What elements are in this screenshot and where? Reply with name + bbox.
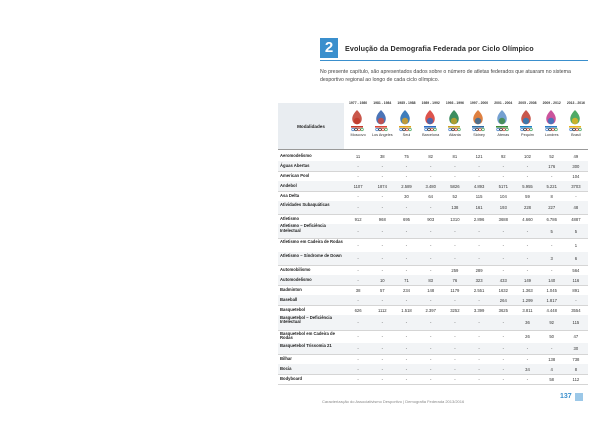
table-cell: -	[502, 173, 504, 179]
table-cell: -	[502, 267, 504, 273]
table-cell: -	[478, 163, 480, 169]
table-cell: 259	[451, 267, 459, 273]
host-city: Moscovo	[350, 133, 366, 137]
cycle-header: 1993 - 1996	[445, 101, 464, 105]
table-cell: -	[357, 297, 359, 303]
table-cell: -	[478, 320, 480, 325]
table-cell: 11	[355, 153, 361, 159]
cycle-header: 2013 - 2016	[566, 101, 585, 105]
table-cell: 4.893	[473, 183, 485, 189]
table-cell: 1	[574, 242, 578, 248]
table-cell: -	[526, 267, 529, 273]
table-cell: 116	[572, 277, 580, 283]
row-label: American Pool	[280, 172, 310, 178]
table-cell: 92	[549, 320, 555, 325]
table-cell: -	[405, 346, 408, 351]
table-cell: -	[478, 356, 480, 362]
table-cell: -	[550, 267, 553, 273]
table-cell: -	[381, 366, 383, 372]
table-cell: 289	[475, 267, 483, 273]
row-label: Basquetebol – Deficiência Intelectual	[280, 314, 332, 325]
table-cell: -	[405, 267, 408, 273]
host-city: Atenas	[497, 133, 510, 137]
table-cell: -	[405, 366, 408, 372]
page-marker	[575, 393, 583, 401]
table-cell: -	[357, 366, 359, 372]
table-cell: 3.811	[522, 307, 533, 313]
table-cell: 34	[525, 366, 530, 372]
table-cell: -	[405, 256, 408, 261]
table-cell: -	[429, 334, 432, 339]
row-label: Automodelismo	[280, 276, 312, 282]
table-cell: 564	[572, 267, 580, 273]
table-cell: 903	[427, 216, 435, 222]
table-cell: 5826	[450, 183, 460, 189]
host-city: Londres	[544, 133, 559, 137]
host-city: Seul	[402, 133, 411, 137]
table-cell: -	[478, 173, 480, 179]
table-cell: 138	[548, 356, 556, 362]
table-cell: -	[381, 320, 383, 325]
table-cell: 176	[548, 163, 556, 169]
cycle-header: 1997 - 2000	[470, 101, 489, 105]
table-cell: -	[502, 228, 504, 234]
table-cell: -	[502, 346, 504, 351]
table-cell: -	[357, 356, 359, 362]
table-cell: -	[381, 267, 383, 273]
table-cell: 1.299	[522, 297, 533, 303]
row-label: Basquetebol Trissomia 21	[280, 342, 332, 348]
table-cell: 52	[452, 193, 458, 199]
table-cell: 102	[524, 153, 531, 159]
row-label: Águas Abertas	[280, 162, 310, 168]
table-cell: 138	[451, 205, 459, 210]
table-cell: 3.399	[473, 307, 485, 313]
sydney-2000-logo	[468, 108, 488, 132]
table-cell: -	[502, 320, 504, 325]
table-cell: 5.955	[522, 183, 533, 189]
cycle-header: 1989 - 1992	[421, 101, 440, 105]
table-cell: -	[429, 242, 432, 248]
table-cell: 912	[354, 216, 362, 222]
table-row	[278, 330, 588, 344]
table-cell: -	[478, 256, 480, 261]
table-cell: 4.448	[546, 307, 557, 313]
table-cell: 264	[499, 297, 507, 303]
los-angeles-1984-logo	[371, 108, 391, 132]
table-cell: 52	[549, 153, 555, 159]
cycle-header-row	[344, 100, 588, 106]
chapter-title: Evolução da Demografia Federada por Ciclo Olímpico	[345, 44, 534, 53]
row-label: Basquetebol	[280, 306, 306, 312]
row-label: Atividades Subaquáticas	[280, 201, 330, 207]
table-cell: 148	[427, 287, 435, 293]
athens-2004-logo	[492, 108, 512, 132]
table-cell: -	[381, 242, 383, 248]
table-cell: 228	[524, 205, 531, 210]
table-cell: 30	[573, 346, 579, 351]
table-cell: -	[502, 356, 504, 362]
table-cell: 71	[404, 277, 409, 283]
table-cell: -	[454, 228, 456, 234]
table-cell: -	[405, 334, 408, 339]
table-cell: -	[454, 356, 456, 362]
row-label: Aeromodelismo	[280, 152, 312, 158]
table-cell: 3688	[498, 216, 508, 222]
seoul-1988-logo	[395, 108, 415, 132]
table-cell: 3.480	[425, 183, 436, 189]
table-cell: 4	[550, 366, 553, 372]
host-city: Brasil	[571, 133, 581, 137]
table-cell: -	[357, 267, 359, 273]
table-row	[278, 374, 588, 385]
table-cell: -	[429, 356, 432, 362]
table-cell: -	[454, 163, 456, 169]
table-row	[278, 224, 588, 239]
table-cell: -	[526, 356, 529, 362]
table-cell: -	[429, 346, 432, 351]
table-cell: 3703	[571, 183, 581, 189]
table-cell: -	[357, 242, 359, 248]
table-cell: 1.363	[522, 287, 533, 293]
barcelona-1992-logo	[420, 108, 440, 132]
page-number: 137	[560, 393, 572, 400]
table-cell: -	[454, 242, 456, 248]
table-cell: 234	[403, 287, 410, 293]
table-cell: -	[357, 334, 359, 339]
table-cell: -	[357, 277, 359, 283]
table-row	[278, 252, 588, 266]
table-cell: 433	[499, 277, 507, 283]
table-cell: 121	[475, 153, 483, 159]
table-cell: 4887	[571, 216, 581, 222]
host-city: Atlanta	[448, 133, 461, 137]
table-cell: -	[502, 256, 504, 261]
table-cell: 1179	[450, 287, 460, 293]
table-cell: -	[502, 334, 504, 339]
table-cell: -	[454, 256, 456, 261]
table-cell: -	[405, 297, 408, 303]
table-cell: -	[550, 173, 553, 179]
table-cell: -	[502, 376, 504, 382]
table-cell: -	[454, 173, 456, 179]
table-cell: -	[429, 163, 432, 169]
table-cell: -	[478, 334, 480, 339]
table-cell: -	[454, 346, 456, 351]
table-cell: -	[502, 163, 504, 169]
table-cell: -	[429, 267, 432, 273]
table-cell: 193	[499, 205, 507, 210]
table-cell: -	[478, 242, 480, 248]
table-cell: 104	[572, 173, 580, 179]
table-cell: -	[405, 356, 408, 362]
table-cell: 57	[379, 287, 385, 293]
table-cell: 115	[475, 193, 483, 199]
table-cell: 968	[378, 216, 386, 222]
table-cell: -	[575, 193, 577, 199]
table-cell: -	[429, 173, 432, 179]
host-city: Los Angeles	[371, 133, 393, 137]
table-cell: -	[381, 193, 383, 199]
table-cell: -	[357, 205, 359, 210]
footer-text: Caracterização do Associativismo Desportivo | Demografia Federada 2013/2016	[322, 399, 465, 404]
table-cell: 26	[525, 334, 530, 339]
table-cell: 83	[428, 277, 434, 283]
table-cell: -	[526, 163, 529, 169]
table-cell: -	[526, 242, 529, 248]
table-cell: -	[405, 173, 408, 179]
row-label: Bilhar	[280, 355, 292, 361]
table-cell: -	[454, 334, 456, 339]
table-cell: -	[526, 228, 529, 234]
row-label: Basquetebol em Cadeira de Rodas	[280, 330, 335, 341]
table-cell: 5	[574, 228, 578, 234]
table-cell: 695	[403, 216, 410, 222]
row-label: Asa Delta	[280, 192, 300, 198]
table-cell: 1.518	[401, 307, 412, 313]
row-label: Baseball	[280, 296, 298, 302]
table-cell: 64	[428, 193, 434, 199]
table-cell: -	[429, 297, 432, 303]
table-cell: -	[405, 163, 408, 169]
table-cell: -	[381, 334, 383, 339]
table-cell: 81	[452, 153, 458, 159]
table-cell: -	[478, 228, 480, 234]
table-cell: -	[429, 228, 432, 234]
table-cell: 115	[572, 320, 580, 325]
table-cell: -	[357, 346, 359, 351]
table-cell: 58	[549, 376, 555, 382]
row-label: Bocia	[280, 365, 292, 371]
cycle-header: 2001 - 2004	[494, 101, 513, 105]
table-cell: 30	[404, 193, 409, 199]
table-cell: -	[454, 297, 456, 303]
table-cell: -	[381, 256, 383, 261]
table-cell: 49	[573, 153, 579, 159]
table-cell: 47	[573, 334, 579, 339]
table-cell: 50	[549, 334, 555, 339]
table-row	[278, 315, 588, 331]
table-cell: 1874	[377, 183, 387, 189]
table-cell: -	[526, 346, 529, 351]
table-cell: -	[478, 366, 480, 372]
moscow-1980-logo	[347, 108, 367, 132]
table-cell: -	[381, 173, 383, 179]
host-city: Barcelona	[422, 133, 440, 137]
atlanta-1996-logo	[444, 108, 464, 132]
table-cell: -	[381, 346, 383, 351]
table-cell: 161	[475, 205, 483, 210]
table-cell: 3252	[450, 307, 460, 313]
table-cell: 149	[524, 277, 531, 283]
table-cell: 6	[574, 256, 578, 261]
table-cell: -	[429, 256, 432, 261]
table-cell: -	[381, 376, 383, 382]
table-cell: -	[478, 346, 480, 351]
table-cell: -	[429, 320, 432, 325]
table-cell: 38	[379, 153, 385, 159]
row-label: Badminton	[280, 286, 302, 292]
table-cell: 626	[354, 307, 362, 313]
table-cell: 10	[379, 277, 385, 283]
table-cell: -	[454, 366, 456, 372]
table-cell: 2.551	[473, 287, 485, 293]
table-cell: -	[405, 242, 408, 248]
table-cell: 300	[572, 163, 580, 169]
table-cell: -	[357, 193, 359, 199]
row-label: Atletismo	[280, 215, 300, 221]
intro-paragraph: No presente capítulo, são apresentados dados sobre o número de atletas federados que atuaram no sistema desportivo regional ao longo de cada ciclo olímpico.	[320, 69, 571, 83]
table-cell: -	[454, 376, 456, 382]
cycle-header: 1977 - 1980	[349, 101, 368, 105]
table-cell: -	[405, 376, 408, 382]
table-cell: 112	[572, 376, 580, 382]
table-cell: -	[405, 320, 408, 325]
table-cell: -	[478, 376, 480, 382]
table-cell: -	[381, 163, 383, 169]
row-label: Bodyboard	[280, 375, 303, 381]
table-cell: -	[357, 320, 359, 325]
row-label: Atletismo – Deficiência Intelectual	[280, 223, 326, 233]
modalidades-header: Modalidades	[278, 103, 344, 149]
table-cell: 140	[548, 277, 556, 283]
rio-2016-logo	[565, 108, 585, 132]
table-cell: 92	[500, 153, 506, 159]
table-cell: -	[478, 297, 480, 303]
table-cell: -	[575, 297, 577, 303]
chapter-number: 2	[320, 38, 338, 58]
table-cell: -	[357, 376, 359, 382]
table-cell: 1112	[377, 307, 387, 313]
header-divider	[278, 149, 588, 150]
table-cell: -	[429, 366, 432, 372]
table-cell: 104	[499, 193, 507, 199]
table-cell: 59	[525, 193, 530, 199]
table-row	[278, 238, 588, 253]
table-cell: 2.589	[401, 183, 412, 189]
host-city: Pequim	[521, 133, 534, 137]
table-cell: 38	[355, 287, 361, 293]
table-cell: -	[357, 173, 359, 179]
table-cell: 82	[428, 153, 434, 159]
chapter-divider	[320, 60, 588, 61]
table-cell: 8	[574, 366, 578, 372]
table-cell: 3625	[498, 307, 508, 313]
row-label: Andebol	[280, 182, 297, 188]
row-label: Automobilismo	[280, 266, 311, 272]
row-label: Atletismo – Síndrome de Down	[280, 252, 342, 258]
table-cell: 738	[572, 356, 580, 362]
table-cell: -	[405, 205, 408, 210]
table-cell: -	[454, 320, 456, 325]
table-cell: -	[502, 366, 504, 372]
table-cell: -	[357, 228, 359, 234]
table-cell: 2.397	[425, 307, 436, 313]
table-cell: 2.896	[473, 216, 485, 222]
table-cell: 5171	[498, 183, 508, 189]
table-cell: 48	[573, 205, 579, 210]
host-city: Sidney	[473, 133, 485, 137]
table-cell: -	[429, 376, 432, 382]
table-cell: 1.817	[546, 297, 557, 303]
table-cell: 5.221	[546, 183, 557, 189]
table-cell: 1632	[498, 287, 508, 293]
table-cell: -	[357, 256, 359, 261]
table-cell: -	[502, 242, 504, 248]
table-cell: -	[381, 205, 383, 210]
table-cell: -	[526, 376, 529, 382]
cycle-header: 1985 - 1988	[397, 101, 416, 105]
table-cell: 36	[525, 320, 530, 325]
table-cell: 1.045	[546, 287, 557, 293]
cycle-header: 2005 - 2008	[518, 101, 537, 105]
table-cell: -	[550, 242, 553, 248]
table-cell: -	[381, 356, 383, 362]
cycle-header: 1981 - 1984	[373, 101, 392, 105]
table-cell: 1107	[353, 183, 363, 189]
table-cell: -	[381, 297, 383, 303]
table-cell: -	[526, 173, 529, 179]
table-cell: 891	[572, 287, 580, 293]
row-label: Atletismo em Cadeira de Rodas	[280, 239, 343, 245]
table-cell: 4.660	[522, 216, 533, 222]
table-cell: 227	[548, 205, 556, 210]
table-cell: 3554	[571, 307, 581, 313]
table-cell: -	[526, 256, 529, 261]
table-cell: -	[550, 346, 553, 351]
table-cell: -	[381, 228, 383, 234]
table-cell: 76	[452, 277, 458, 283]
table-cell: 1310	[450, 216, 460, 222]
cycle-header: 2009 - 2012	[542, 101, 561, 105]
table-cell: 3	[550, 256, 553, 261]
table-cell: -	[405, 228, 408, 234]
beijing-2008-logo	[516, 108, 536, 132]
table-cell: 8	[550, 193, 553, 199]
london-2012-logo	[541, 108, 561, 132]
table-cell: 5	[550, 228, 553, 234]
table-cell: -	[429, 205, 432, 210]
table-cell: 6.786	[546, 216, 557, 222]
table-cell: 323	[475, 277, 483, 283]
table-row	[278, 201, 588, 215]
table-cell: -	[357, 163, 359, 169]
table-cell: 75	[404, 153, 409, 159]
